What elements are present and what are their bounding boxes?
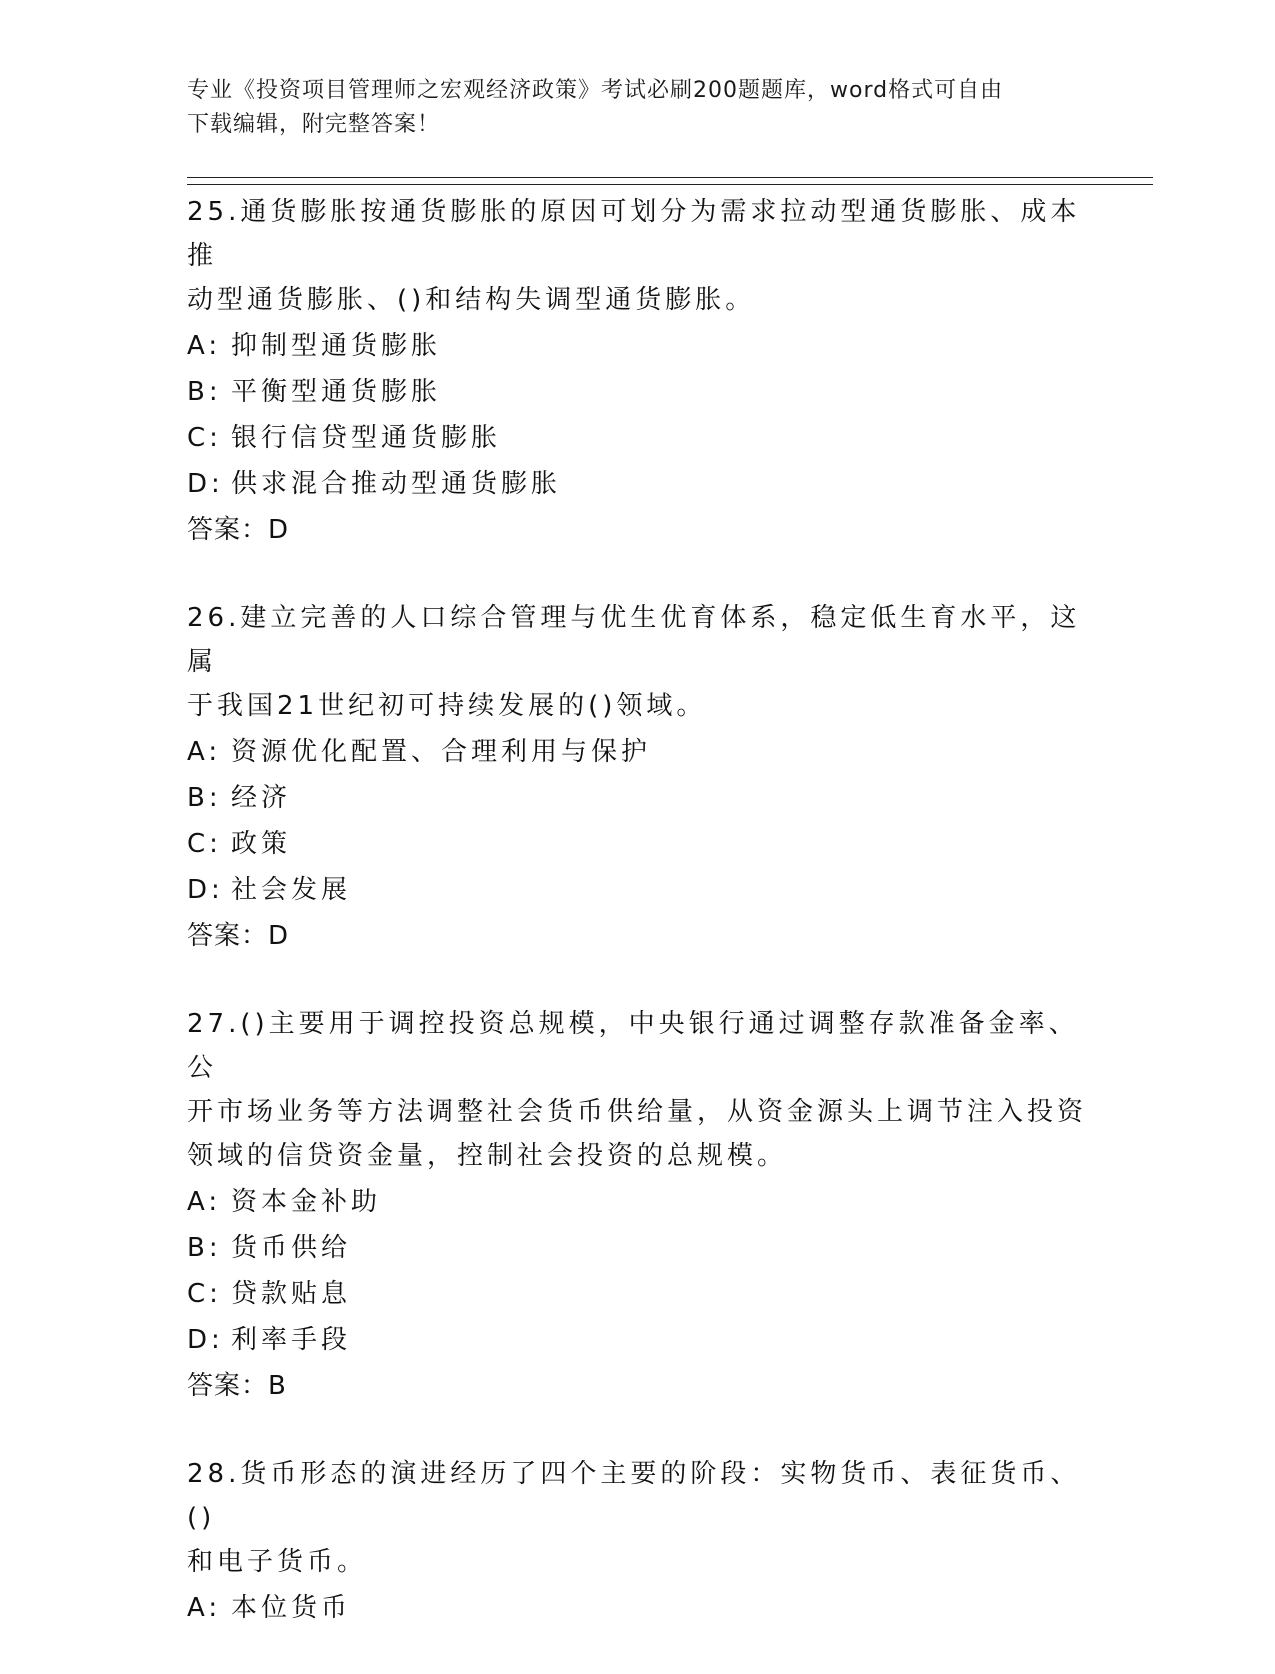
- option-b: [187, 776, 1087, 820]
- option-d: [187, 1318, 1087, 1362]
- option-key: C:: [187, 1279, 222, 1309]
- option-b: [187, 1226, 1087, 1270]
- option-key: A:: [187, 1187, 222, 1217]
- option-key: B:: [187, 783, 222, 813]
- option-d: [187, 462, 1087, 506]
- question-stem: [187, 190, 1087, 322]
- question-stem: [187, 596, 1087, 728]
- stem-line: 领域的信贷资金量，控制社会投资的总规模。: [187, 1141, 788, 1171]
- option-d: [187, 868, 1087, 912]
- option-text: 资本金补助: [231, 1187, 382, 1217]
- question-list: [187, 190, 1087, 1674]
- option-a: [187, 1586, 1087, 1630]
- option-text: 供求混合推动型通货膨胀: [231, 469, 562, 499]
- answer-line: 答案：B: [187, 1371, 287, 1401]
- option-key: C:: [187, 829, 222, 859]
- stem-line: 和电子货币。: [187, 1547, 368, 1577]
- header-line-2: 下载编辑，附完整答案！: [187, 112, 441, 137]
- question-28: [187, 1452, 1087, 1630]
- header-double-rule: [187, 177, 1153, 185]
- option-a: [187, 730, 1087, 774]
- header-line-1: 专业《投资项目管理师之宏观经济政策》考试必刷200题题库，word格式可自由: [187, 78, 1004, 103]
- question-26: [187, 596, 1087, 958]
- stem-line: 动型通货膨胀、()和结构失调型通货膨胀。: [187, 285, 756, 315]
- option-c: [187, 416, 1087, 460]
- option-c: [187, 822, 1087, 866]
- option-text: 抑制型通货膨胀: [231, 331, 442, 361]
- option-text: 贷款贴息: [231, 1279, 352, 1309]
- option-key: D:: [187, 469, 224, 499]
- question-stem: [187, 1002, 1087, 1178]
- question-27: [187, 1002, 1087, 1408]
- option-text: 利率手段: [231, 1325, 352, 1355]
- option-a: [187, 324, 1087, 368]
- option-b: [187, 370, 1087, 414]
- option-text: 资源优化配置、合理利用与保护: [231, 737, 652, 767]
- stem-line: 开市场业务等方法调整社会货币供给量，从资金源头上调节注入投资: [187, 1097, 1088, 1127]
- option-text: 平衡型通货膨胀: [231, 377, 442, 407]
- stem-line: 27.()主要用于调控投资总规模，中央银行通过调整存款准备金率、公: [187, 1009, 1079, 1083]
- question-stem: [187, 1452, 1087, 1584]
- question-25: [187, 190, 1087, 552]
- option-key: A:: [187, 1593, 222, 1623]
- option-c: [187, 1272, 1087, 1316]
- answer-line: 答案：D: [187, 515, 290, 545]
- option-key: C:: [187, 423, 222, 453]
- option-key: B:: [187, 377, 222, 407]
- stem-line: 25.通货膨胀按通货膨胀的原因可划分为需求拉动型通货膨胀、成本推: [187, 197, 1081, 271]
- option-text: 经济: [231, 783, 292, 813]
- option-key: A:: [187, 737, 222, 767]
- option-key: B:: [187, 1233, 222, 1263]
- option-text: 货币供给: [231, 1233, 352, 1263]
- stem-line: 26.建立完善的人口综合管理与优生优育体系，稳定低生育水平，这属: [187, 603, 1081, 677]
- answer-line: 答案：D: [187, 921, 290, 951]
- option-key: A:: [187, 331, 222, 361]
- stem-line: 28.货币形态的演进经历了四个主要的阶段：实物货币、表征货币、(): [187, 1459, 1081, 1533]
- option-a: [187, 1180, 1087, 1224]
- option-key: D:: [187, 1325, 224, 1355]
- option-text: 本位货币: [231, 1593, 352, 1623]
- option-key: D:: [187, 875, 224, 905]
- option-text: 社会发展: [231, 875, 352, 905]
- document-header: [187, 74, 1067, 142]
- option-text: 政策: [231, 829, 292, 859]
- stem-line: 于我国21世纪初可持续发展的()领域。: [187, 691, 707, 721]
- option-text: 银行信贷型通货膨胀: [231, 423, 502, 453]
